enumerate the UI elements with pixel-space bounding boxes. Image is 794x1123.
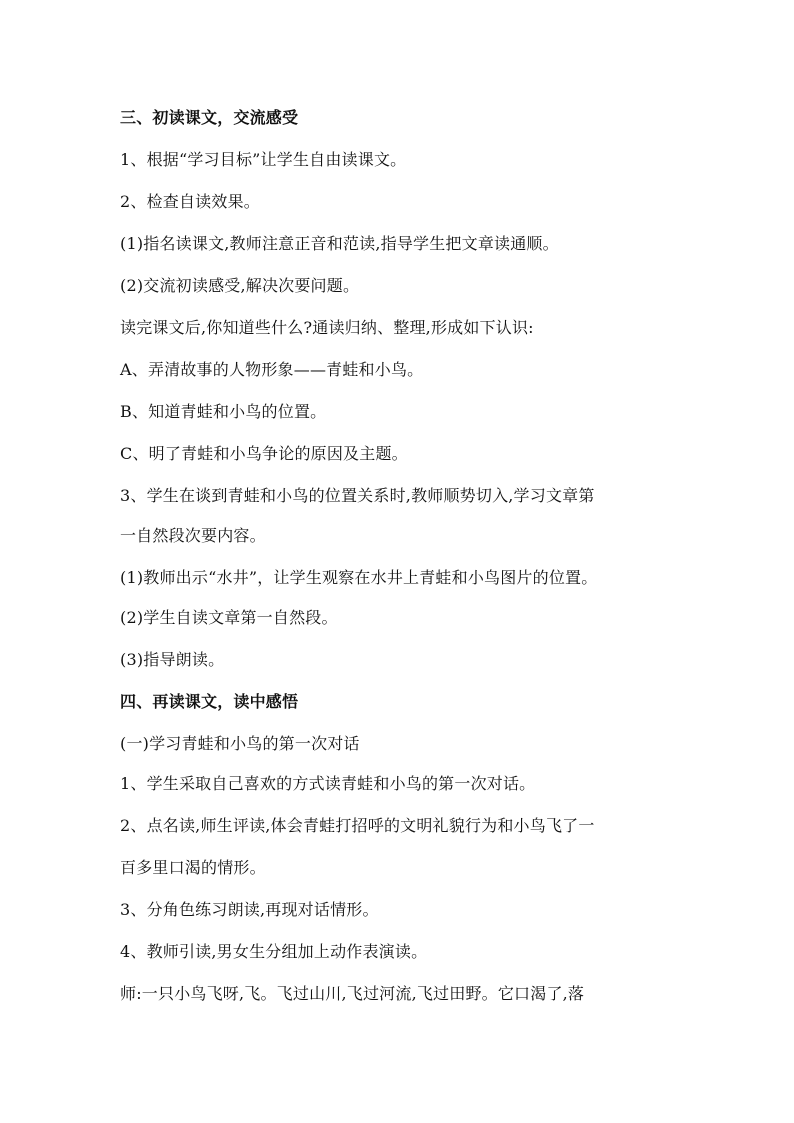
paragraph-line: 3、分角色练习朗读,再现对话情形。: [120, 900, 379, 919]
paragraph-line: B、知道青蛙和小鸟的位置。: [120, 402, 327, 421]
paragraph-line: 2、点名读,师生评读,体会青蛙打招呼的文明礼貌行为和小鸟飞了一: [120, 816, 595, 835]
paragraph-line: 读完课文后,你知道些什么?通读归纳、整理,形成如下认识:: [120, 318, 534, 337]
paragraph-line: (1)指名读课文,教师注意正音和范读,指导学生把文章读通顺。: [120, 234, 559, 253]
heading-section-3: 三、初读课文，交流感受: [120, 108, 299, 127]
paragraph-line: 3、学生在谈到青蛙和小鸟的位置关系时,教师顺势切入,学习文章第: [120, 486, 595, 505]
paragraph-line: 一自然段次要内容。: [120, 526, 266, 545]
paragraph-line: 2、检查自读效果。: [120, 192, 260, 211]
paragraph-line: 师:一只小鸟飞呀,飞。飞过山川,飞过河流,飞过田野。它口渴了,落: [120, 984, 585, 1003]
paragraph-line: (1)教师出示“水井”，让学生观察在水井上青蛙和小鸟图片的位置。: [120, 568, 598, 587]
paragraph-line: C、明了青蛙和小鸟争论的原因及主题。: [120, 444, 408, 463]
paragraph-line: 1、根据“学习目标”让学生自由读课文。: [120, 150, 407, 169]
paragraph-line: A、弄清故事的人物形象——青蛙和小鸟。: [120, 360, 424, 379]
paragraph-line: 4、教师引读,男女生分组加上动作表演读。: [120, 942, 428, 961]
paragraph-line: 1、学生采取自己喜欢的方式读青蛙和小鸟的第一次对话。: [120, 774, 536, 793]
subheading-line: (一)学习青蛙和小鸟的第一次对话: [120, 734, 360, 753]
paragraph-line: (2)交流初读感受,解决次要问题。: [120, 276, 360, 295]
heading-section-4: 四、再读课文，读中感悟: [120, 692, 299, 711]
paragraph-line: 百多里口渴的情形。: [120, 858, 266, 877]
paragraph-line: (2)学生自读文章第一自然段。: [120, 608, 338, 627]
paragraph-line: (3)指导朗读。: [120, 650, 225, 669]
